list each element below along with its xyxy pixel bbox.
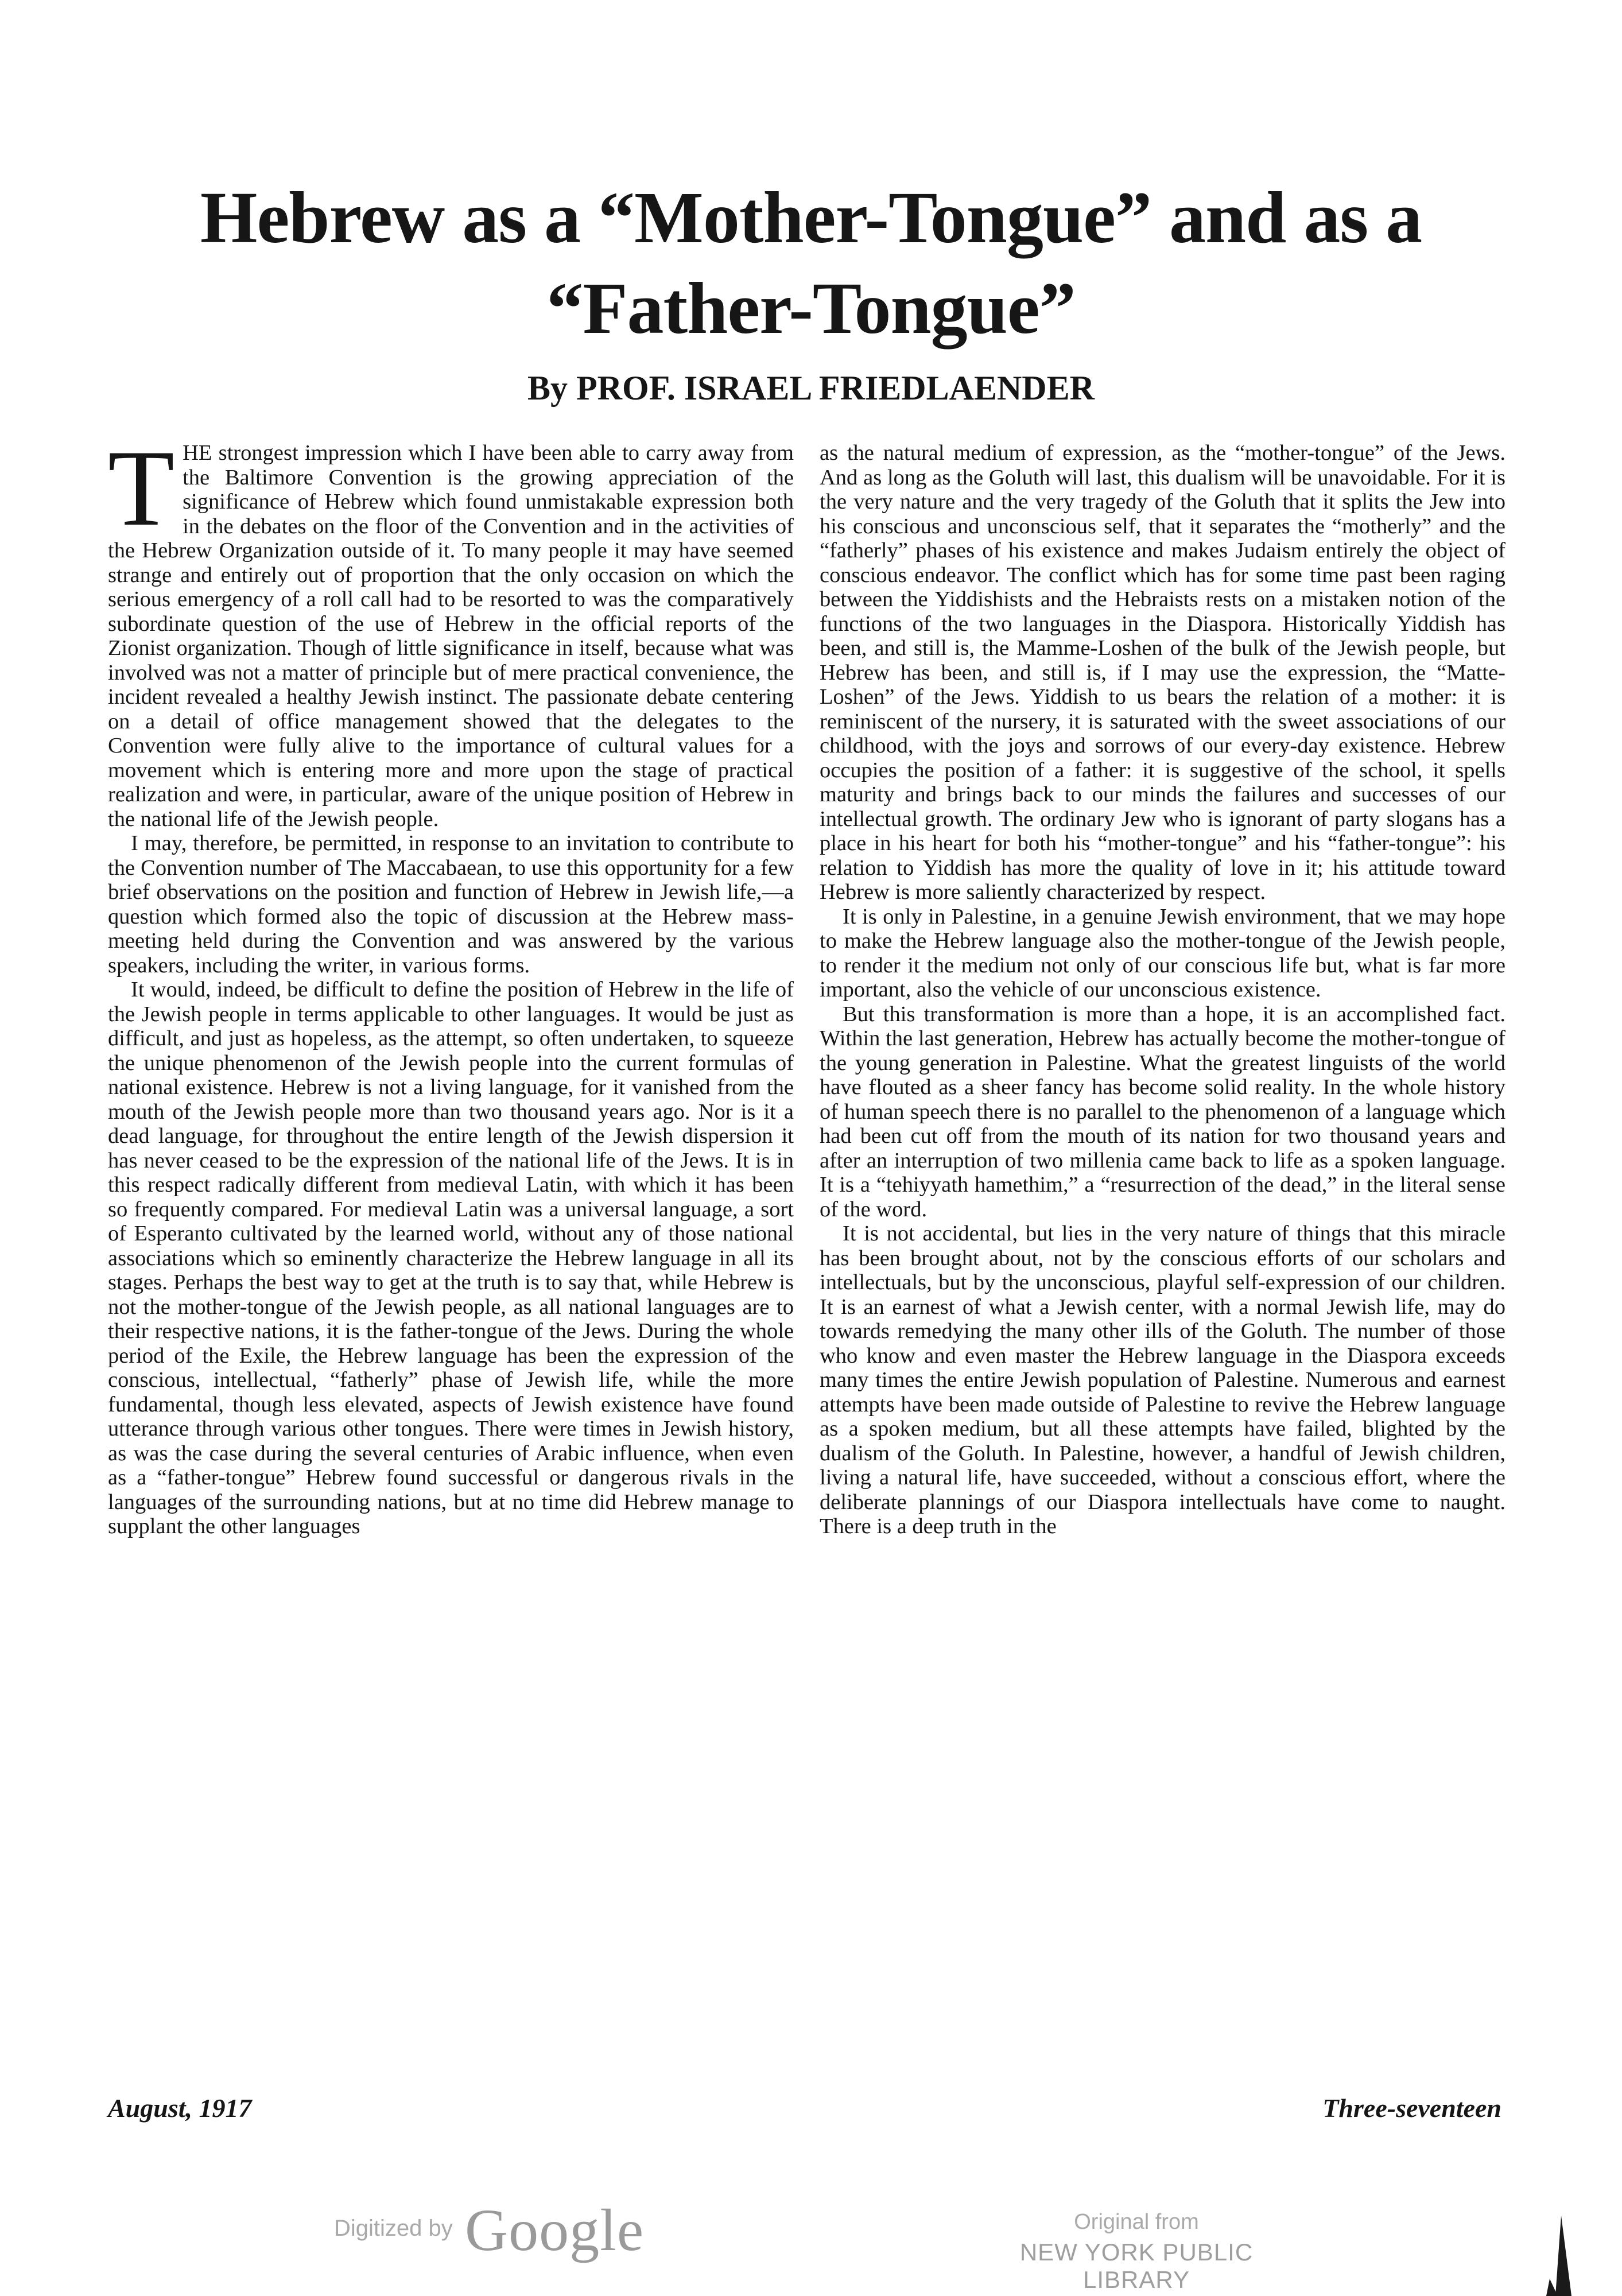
paragraph: It is not accidental, but lies in the very nature of things that this miracle has been brought about, not by the conscious efforts of our scholars and intellectuals, but by the unconscious, playful self-expression of our children. It is an earnest of what a Jewish center, with a normal Jewish life, may do towards remedying the many other ills of the Goluth. The number of those who know and even master the Hebrew language in the Diaspora exceeds many times the entire Jewish population of Palestine. Numerous and earnest attempts have been made outside of Palestine to revive the Hebrew language as a spoken medium, but all these attempts have failed, blighted by the dualism of the Goluth. In Palestine, however, a handful of Jewish children, living a natural life, have succeeded, without a conscious effort, where the deliberate plannings of our Diaspora intellectuals have come to naught. There is a deep truth in the: [820, 1221, 1505, 1538]
page-edge-mark: [1544, 2210, 1578, 2296]
byline: By PROF. ISRAEL FRIEDLAENDER: [527, 369, 1095, 407]
digitized-by-label: Digitized by: [334, 2216, 453, 2241]
paragraph: But this transformation is more than a hope, it is an accomplished fact. Within the last generation, Hebrew has actually become the mother-tongue of the young generation in Palestine. What the greatest linguists of the world have flouted as a sheer fancy has become solid reality. In the whole history of human speech there is no parallel to the phenomenon of a language which had been cut off from the mouth of its nation for two thousand years and after an interruption of two millenia came back to life as a spoken language. It is a “tehiyyath hamethim,” a “resurrection of the dead,” in the literal sense of the word.: [820, 1002, 1505, 1221]
left-column: [108, 441, 794, 2088]
paragraph: [108, 441, 794, 831]
paragraph: as the natural medium of expression, as the “mother-tongue” of the Jews. And as long as the Goluth will last, this dualism will be unavoidable. For it is the very nature and the very tragedy of the Goluth that it splits the Jew into his conscious and unconscious self, that it separates the “motherly” and the “fatherly” phases of his existence and makes Judaism entirely the object of conscious endeavor. The conflict which has for some time past been raging between the Yiddishists and the Hebraists rests on a mistaken notion of the functions of the two languages in the Diaspora. Historically Yiddish has been, and still is, the Mamme-Loshen of the bulk of the Jewish people, but Hebrew has been, and still is, if I may use the expression, the “Matte-Loshen” of the Jews. Yiddish to us bears the relation of a mother: it is reminiscent of the nursery, it is saturated with the sweet associations of our childhood, with the joys and sorrows of our every-day existence. Hebrew occupies the position of a father: it is suggestive of the school, it spells maturity and brings back to our minds the failures and successes of our intellectual growth. The ordinary Jew who is ignorant of party slogans has a place in his heart for both his “mother-tongue” and his “father-tongue”: his relation to Yiddish has more the quality of love in it; his attitude toward Hebrew is more saliently characterized by respect.: [820, 441, 1505, 904]
article-title: Hebrew as a “Mother-Tongue” and as a “Father-Tongue”: [200, 177, 1422, 349]
library-name: NEW YORK PUBLIC LIBRARY: [1019, 2239, 1254, 2293]
footer-page-number: Three-seventeen: [1322, 2093, 1501, 2123]
right-column: [820, 441, 1505, 2088]
paragraph-text: HE strongest impression which I have been able to carry away from the Baltimore Convention is the growing appreciation of the significance of Hebrew which found unmistakable expression both in the debates on the floor of the Convention and in the activities of the Hebrew Organization outside of it. To many people it may have seemed strange and entirely out of proportion that the only occasion on which the serious emergency of a roll call had to be resorted to was the comparatively subordinate question of the use of Hebrew in the official reports of the Zionist organization. Though of little significance in itself, because what was involved was not a matter of principle but of mere practical convenience, the incident revealed a healthy Jewish instinct. The passionate debate centering on a detail of office management showed that the delegates to the Convention were fully alive to the importance of cultural values for a movement which is entering more and more upon the stage of practical realization and were, in particular, aware of the unique position of Hebrew in the national life of the Jewish people.: [108, 441, 794, 831]
paragraph: It would, indeed, be difficult to define the position of Hebrew in the life of the Jewish people in terms applicable to other languages. It would be just as difficult, and just as hopeless, as the attempt, so often undertaken, to squeeze the unique phenomenon of the Jewish people into the current formulas of national existence. Hebrew is not a living language, for it vanished from the mouth of the Jewish people more than two thousand years ago. Nor is it a dead language, for throughout the entire length of the Jewish dispersion it has never ceased to be the expression of the national life of the Jews. It is in this respect radically different from medieval Latin, with which it has been so frequently compared. For medieval Latin was a universal language, a sort of Esperanto cultivated by the learned world, without any of those national associations which so eminently characterize the Hebrew language in all its stages. Perhaps the best way to get at the truth is to say that, while Hebrew is not the mother-tongue of the Jewish people, as all national languages are to their respective nations, it is the father-tongue of the Jews. During the whole period of the Exile, the Hebrew language has been the expression of the conscious, intellectual, “fatherly” phase of Jewish life, while the more fundamental, though less elevated, aspects of Jewish existence have found utterance through various other tongues. There were times in Jewish history, as was the case during the several centuries of Arabic influence, when even as a “father-tongue” Hebrew found successful or dangerous rivals in the languages of the surrounding nations, but at no time did Hebrew manage to supplant the other languages: [108, 978, 794, 1538]
original-from-label: Original from: [1074, 2210, 1199, 2234]
drop-cap: T: [108, 441, 175, 549]
paragraph: It is only in Palestine, in a genuine Jewish environment, that we may hope to make the Hebrew language also the mother-tongue of the Jewish people, to render it the medium not only of our conscious life but, what is far more important, also the vehicle of our unconscious existence.: [820, 904, 1505, 1002]
paragraph: I may, therefore, be permitted, in response to an invitation to contribute to the Convention number of The Maccabaean, to use this opportunity for a few brief observations on the position and function of Hebrew in Jewish life,—a question which formed also the topic of discussion at the Hebrew mass-meeting held during the Convention and was answered by the various speakers, including the writer, in various forms.: [108, 831, 794, 978]
google-logo: Google: [465, 2197, 645, 2263]
footer-date: August, 1917: [108, 2093, 252, 2123]
